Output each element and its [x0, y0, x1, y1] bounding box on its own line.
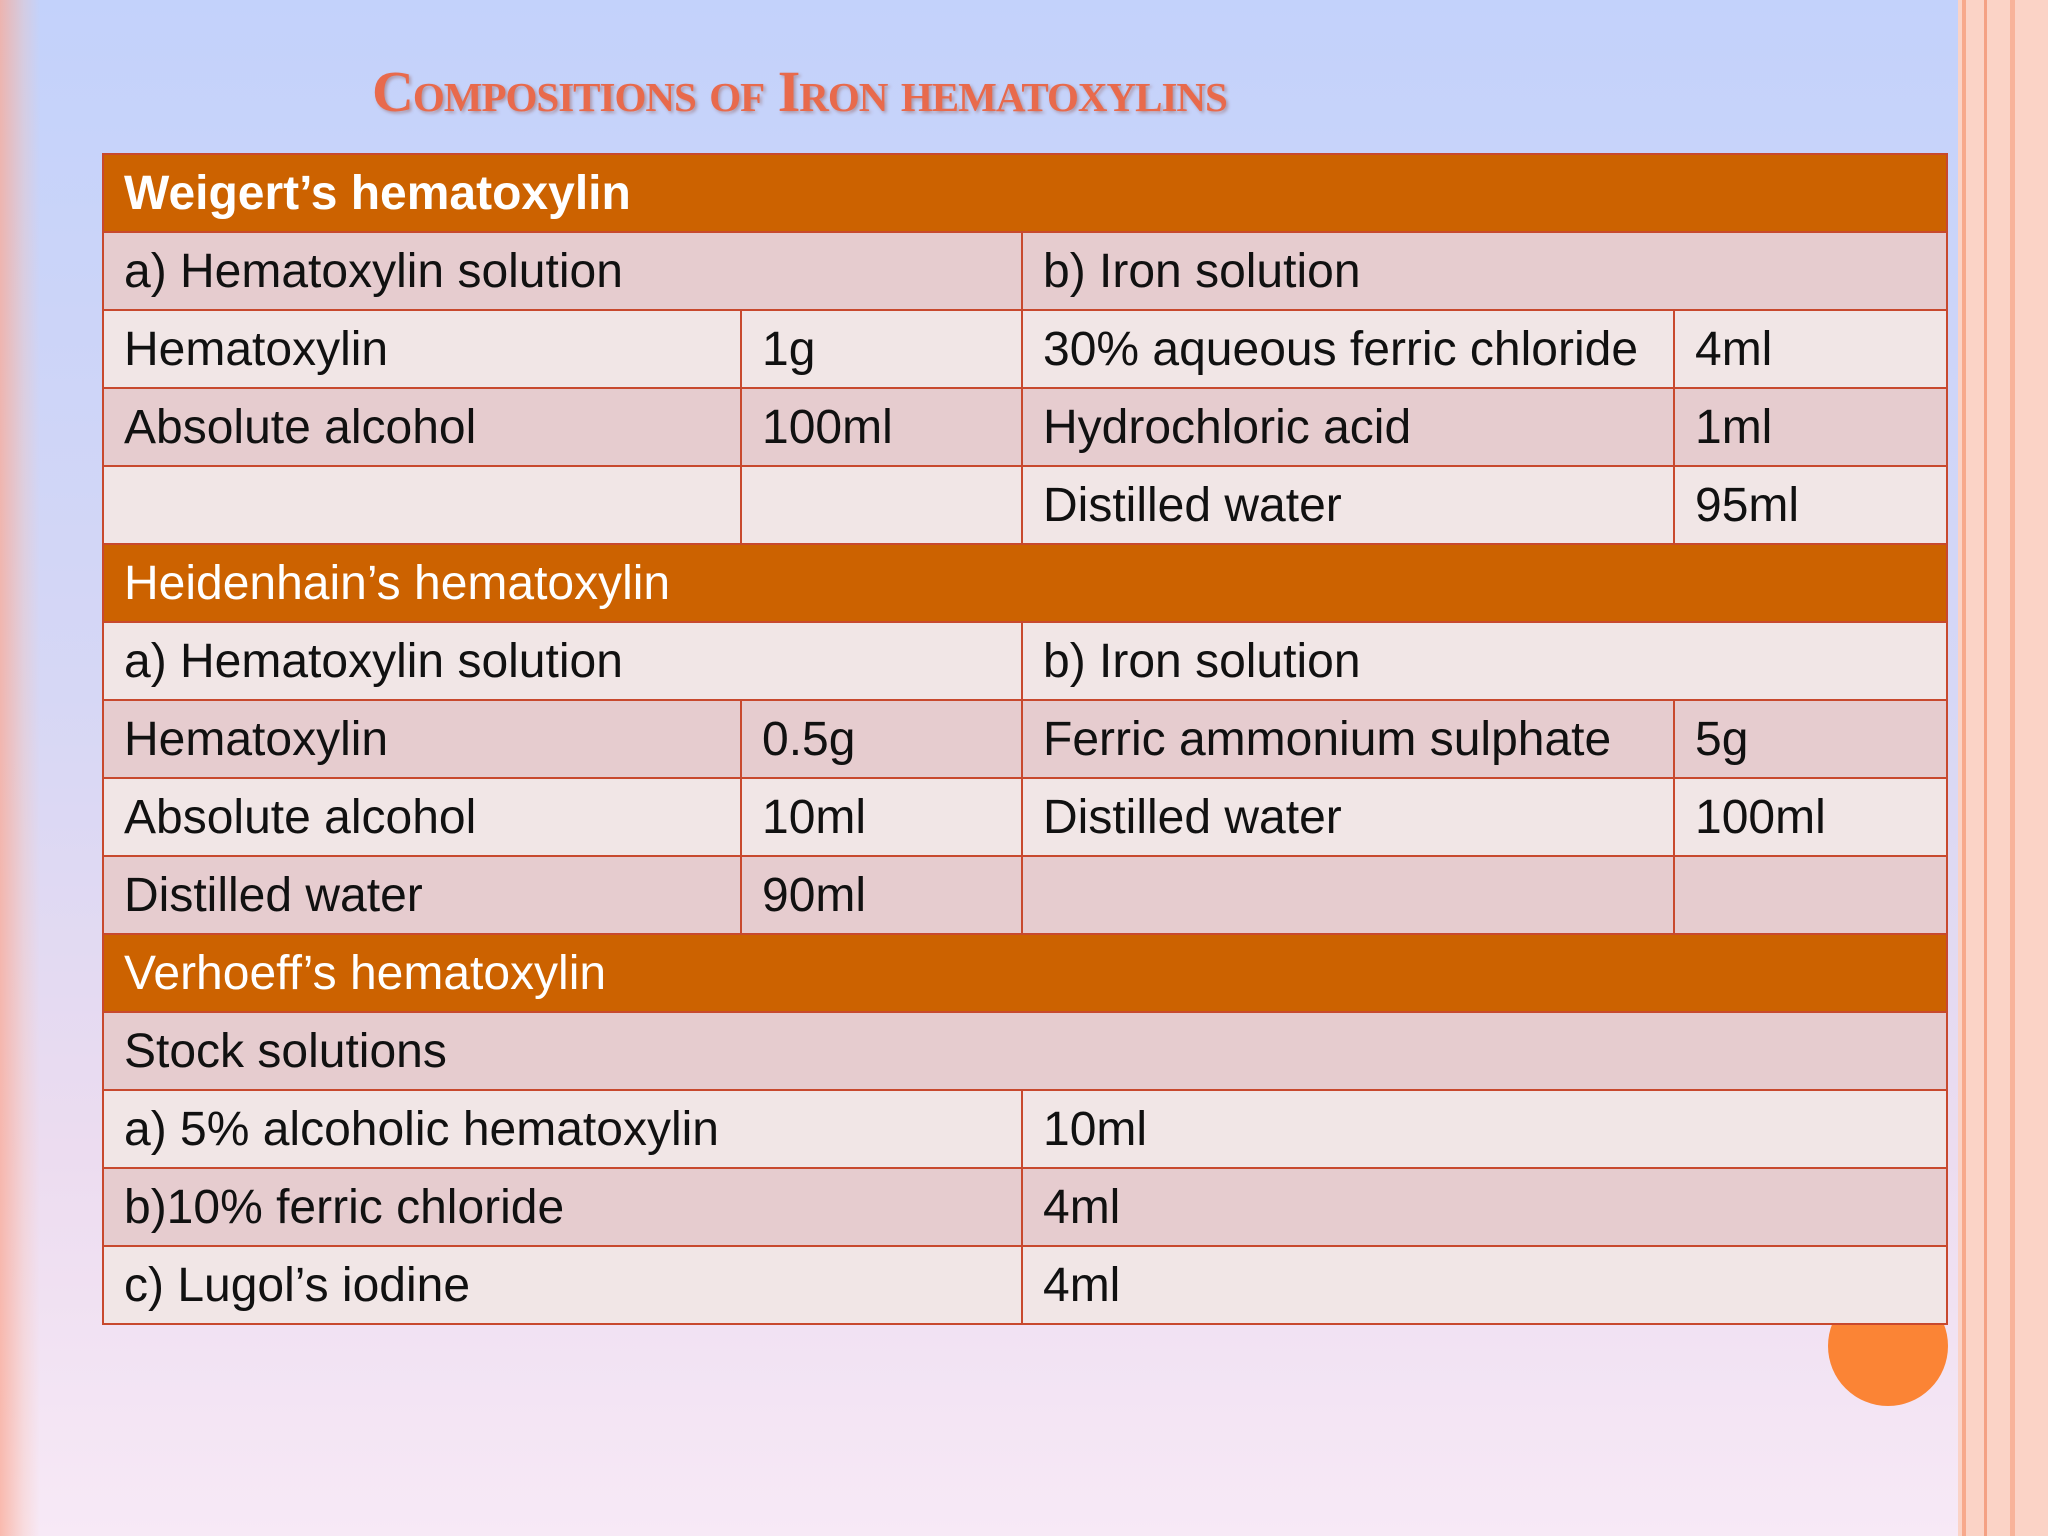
- section-title: Heidenhain’s hematoxylin: [103, 544, 1947, 622]
- section-header-weigert: [103, 154, 1947, 232]
- table-row: [103, 310, 1947, 388]
- ingredient-amount: [741, 466, 1022, 544]
- table-row: [103, 466, 1947, 544]
- ingredient-name: Distilled water: [103, 856, 741, 934]
- stock-amount: 4ml: [1022, 1246, 1947, 1324]
- slide-title: Compositions of Iron hematoxylins: [372, 59, 1227, 124]
- table-row: [103, 856, 1947, 934]
- ingredient-name: Absolute alcohol: [103, 778, 741, 856]
- ingredient-amount: 10ml: [741, 778, 1022, 856]
- col-a-label: a) Hematoxylin solution: [103, 232, 1022, 310]
- col-a-label: a) Hematoxylin solution: [103, 622, 1022, 700]
- ingredient-name: Ferric ammonium sulphate: [1022, 700, 1674, 778]
- table-row: [103, 1246, 1947, 1324]
- stock-amount: 4ml: [1022, 1168, 1947, 1246]
- ingredient-name: Absolute alcohol: [103, 388, 741, 466]
- ingredient-amount: 90ml: [741, 856, 1022, 934]
- section-title: Verhoeff’s hematoxylin: [103, 934, 1947, 1012]
- ingredient-amount: 95ml: [1674, 466, 1947, 544]
- right-decorative-band: [1958, 0, 2048, 1536]
- subheader-row: [103, 232, 1947, 310]
- stock-name: c) Lugol’s iodine: [103, 1246, 1022, 1324]
- table-row: [103, 388, 1947, 466]
- table-row: [103, 700, 1947, 778]
- ingredient-name: Hematoxylin: [103, 700, 741, 778]
- ingredient-name: Hydrochloric acid: [1022, 388, 1674, 466]
- ingredient-name: Distilled water: [1022, 778, 1674, 856]
- table-row: [103, 778, 1947, 856]
- section-header-verhoeff: [103, 934, 1947, 1012]
- right-stripe: [1984, 0, 1987, 1536]
- ingredient-amount: [1674, 856, 1947, 934]
- subheader-row: [103, 622, 1947, 700]
- ingredient-name: 30% aqueous ferric chloride: [1022, 310, 1674, 388]
- ingredient-name: Hematoxylin: [103, 310, 741, 388]
- stock-solutions-row: [103, 1012, 1947, 1090]
- section-title: Weigert’s hematoxylin: [103, 154, 1947, 232]
- table-row: [103, 1090, 1947, 1168]
- ingredient-amount: 5g: [1674, 700, 1947, 778]
- table-row: [103, 1168, 1947, 1246]
- ingredient-amount: 100ml: [1674, 778, 1947, 856]
- ingredient-name: [103, 466, 741, 544]
- section-header-heidenhain: [103, 544, 1947, 622]
- ingredient-amount: 100ml: [741, 388, 1022, 466]
- ingredient-amount: 1ml: [1674, 388, 1947, 466]
- left-edge-glow: [0, 0, 40, 1536]
- col-b-label: b) Iron solution: [1022, 232, 1947, 310]
- stock-amount: 10ml: [1022, 1090, 1947, 1168]
- composition-table: [102, 153, 1948, 1325]
- ingredient-amount: 1g: [741, 310, 1022, 388]
- ingredient-name: [1022, 856, 1674, 934]
- stock-name: b)10% ferric chloride: [103, 1168, 1022, 1246]
- right-stripe: [2010, 0, 2015, 1536]
- ingredient-amount: 0.5g: [741, 700, 1022, 778]
- stock-name: a) 5% alcoholic hematoxylin: [103, 1090, 1022, 1168]
- right-stripe: [1962, 0, 1966, 1536]
- ingredient-amount: 4ml: [1674, 310, 1947, 388]
- ingredient-name: Distilled water: [1022, 466, 1674, 544]
- col-b-label: b) Iron solution: [1022, 622, 1947, 700]
- stock-solutions-label: Stock solutions: [103, 1012, 1947, 1090]
